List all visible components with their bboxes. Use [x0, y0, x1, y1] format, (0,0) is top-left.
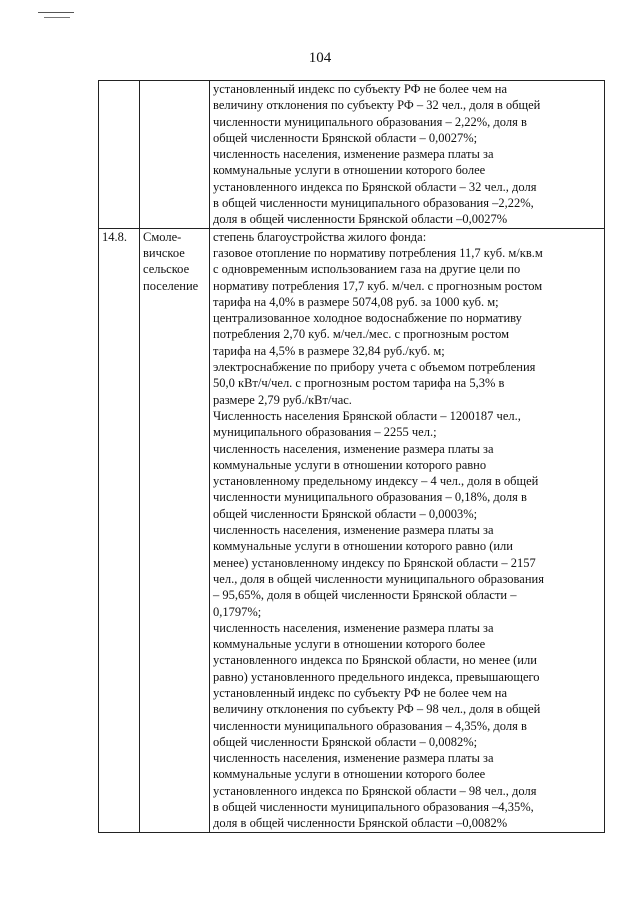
- description-line: величину отклонения по субъекту РФ – 98 чел., доля в общей: [213, 702, 541, 717]
- page-number: 104: [308, 50, 332, 66]
- settlement-name-cell: [140, 228, 210, 832]
- description-line: численность населения, изменение размера платы за: [213, 523, 494, 538]
- description-line: общей численности Брянской области – 0,0027%;: [213, 130, 478, 145]
- description-line: коммунальные услуги в отношении которого более: [213, 163, 486, 178]
- description-line: размере 2,79 руб./кВт/час.: [213, 392, 352, 407]
- description-line: тарифа на 4,0% в размере 5074,08 руб. за 1000 куб. м;: [213, 294, 499, 309]
- description-line: потребления 2,70 куб. м/чел./мес. с прогнозным ростом: [213, 327, 510, 342]
- description-line: численность населения, изменение размера платы за: [213, 751, 494, 766]
- description-line: электроснабжение по прибору учета с объемом потребления: [213, 360, 536, 375]
- description-line: численности муниципального образования – 0,18%, доля в: [213, 490, 527, 505]
- description-line: численность населения, изменение размера платы за: [213, 620, 494, 635]
- description-line: в общей численности муниципального образования –2,22%,: [213, 196, 534, 211]
- description-line: 0,1797%;: [213, 604, 262, 619]
- table-row: [99, 81, 605, 229]
- settlement-name-line: сельское: [143, 262, 190, 277]
- description-line: с одновременным использованием газа на другие цели по: [213, 262, 521, 277]
- description-line: доля в общей численности Брянской области –0,0027%: [213, 212, 508, 227]
- description-line: тарифа на 4,5% в размере 32,84 руб./куб. м;: [213, 343, 445, 358]
- description-line: менее) установленному индексу по Брянской области – 2157: [213, 555, 536, 570]
- description-line: установленного индекса по Брянской области – 98 чел., доля: [213, 783, 537, 798]
- row-number-cell: [99, 228, 140, 832]
- description-line: степень благоустройства жилого фонда:: [213, 229, 427, 244]
- description-line: доля в общей численности Брянской области –0,0082%: [213, 816, 508, 831]
- description-line: величину отклонения по субъекту РФ – 32 чел., доля в общей: [213, 98, 541, 113]
- table-row: [99, 228, 605, 832]
- description-line: установленного индекса по Брянской области – 32 чел., доля: [213, 179, 537, 194]
- description-line: в общей численности муниципального образования –4,35%,: [213, 800, 534, 815]
- document-table-body: [99, 81, 605, 833]
- settlement-name-line: Смоле-: [143, 229, 182, 244]
- corner-mark-secondary: [44, 17, 70, 18]
- row-number: 14.8.: [102, 229, 127, 244]
- description-line: численность населения, изменение размера платы за: [213, 147, 494, 162]
- description-line: коммунальные услуги в отношении которого более: [213, 767, 486, 782]
- row-number-cell: [99, 81, 140, 229]
- description-line: общей численности Брянской области – 0,0082%;: [213, 734, 478, 749]
- settlement-name-cell: [140, 81, 210, 229]
- description-line: коммунальные услуги в отношении которого равно: [213, 457, 487, 472]
- description-line: муниципального образования – 2255 чел.;: [213, 425, 437, 440]
- description-line: централизованное холодное водоснабжение по нормативу: [213, 311, 522, 326]
- description-line: численность населения, изменение размера платы за: [213, 441, 494, 456]
- description-cell: [210, 81, 605, 229]
- description-line: установленного индекса по Брянской области, но менее (или: [213, 653, 537, 668]
- corner-mark: [38, 12, 74, 13]
- description-line: – 95,65%, доля в общей численности Брянской области –: [213, 588, 517, 603]
- description-line: коммунальные услуги в отношении которого более: [213, 637, 486, 652]
- description-line: установленный индекс по субъекту РФ не более чем на: [213, 82, 508, 96]
- document-table: [98, 80, 605, 833]
- settlement-name-line: поселение: [143, 278, 199, 293]
- description-line: общей численности Брянской области – 0,0003%;: [213, 506, 478, 521]
- settlement-name-line: вичское: [143, 245, 185, 260]
- description-line: численности муниципального образования – 2,22%, доля в: [213, 114, 527, 129]
- description-line: установленному предельному индексу – 4 чел., доля в общей: [213, 474, 539, 489]
- description-line: газовое отопление по нормативу потребления 11,7 куб. м/кв.м: [213, 245, 543, 260]
- description-line: численности муниципального образования – 4,35%, доля в: [213, 718, 527, 733]
- description-line: установленный индекс по субъекту РФ не более чем на: [213, 685, 508, 700]
- description-line: равно) установленного предельного индекса, превышающего: [213, 669, 540, 684]
- description-line: коммунальные услуги в отношении которого равно (или: [213, 539, 513, 554]
- description-line: чел., доля в общей численности муниципального образования: [213, 571, 544, 586]
- description-line: 50,0 кВт/ч/чел. с прогнозным ростом тарифа на 5,3% в: [213, 376, 505, 391]
- description-cell: [210, 228, 605, 832]
- description-line: нормативу потребления 17,7 куб. м/чел. с прогнозным ростом: [213, 278, 543, 293]
- description-line: Численность населения Брянской области – 1200187 чел.,: [213, 408, 521, 423]
